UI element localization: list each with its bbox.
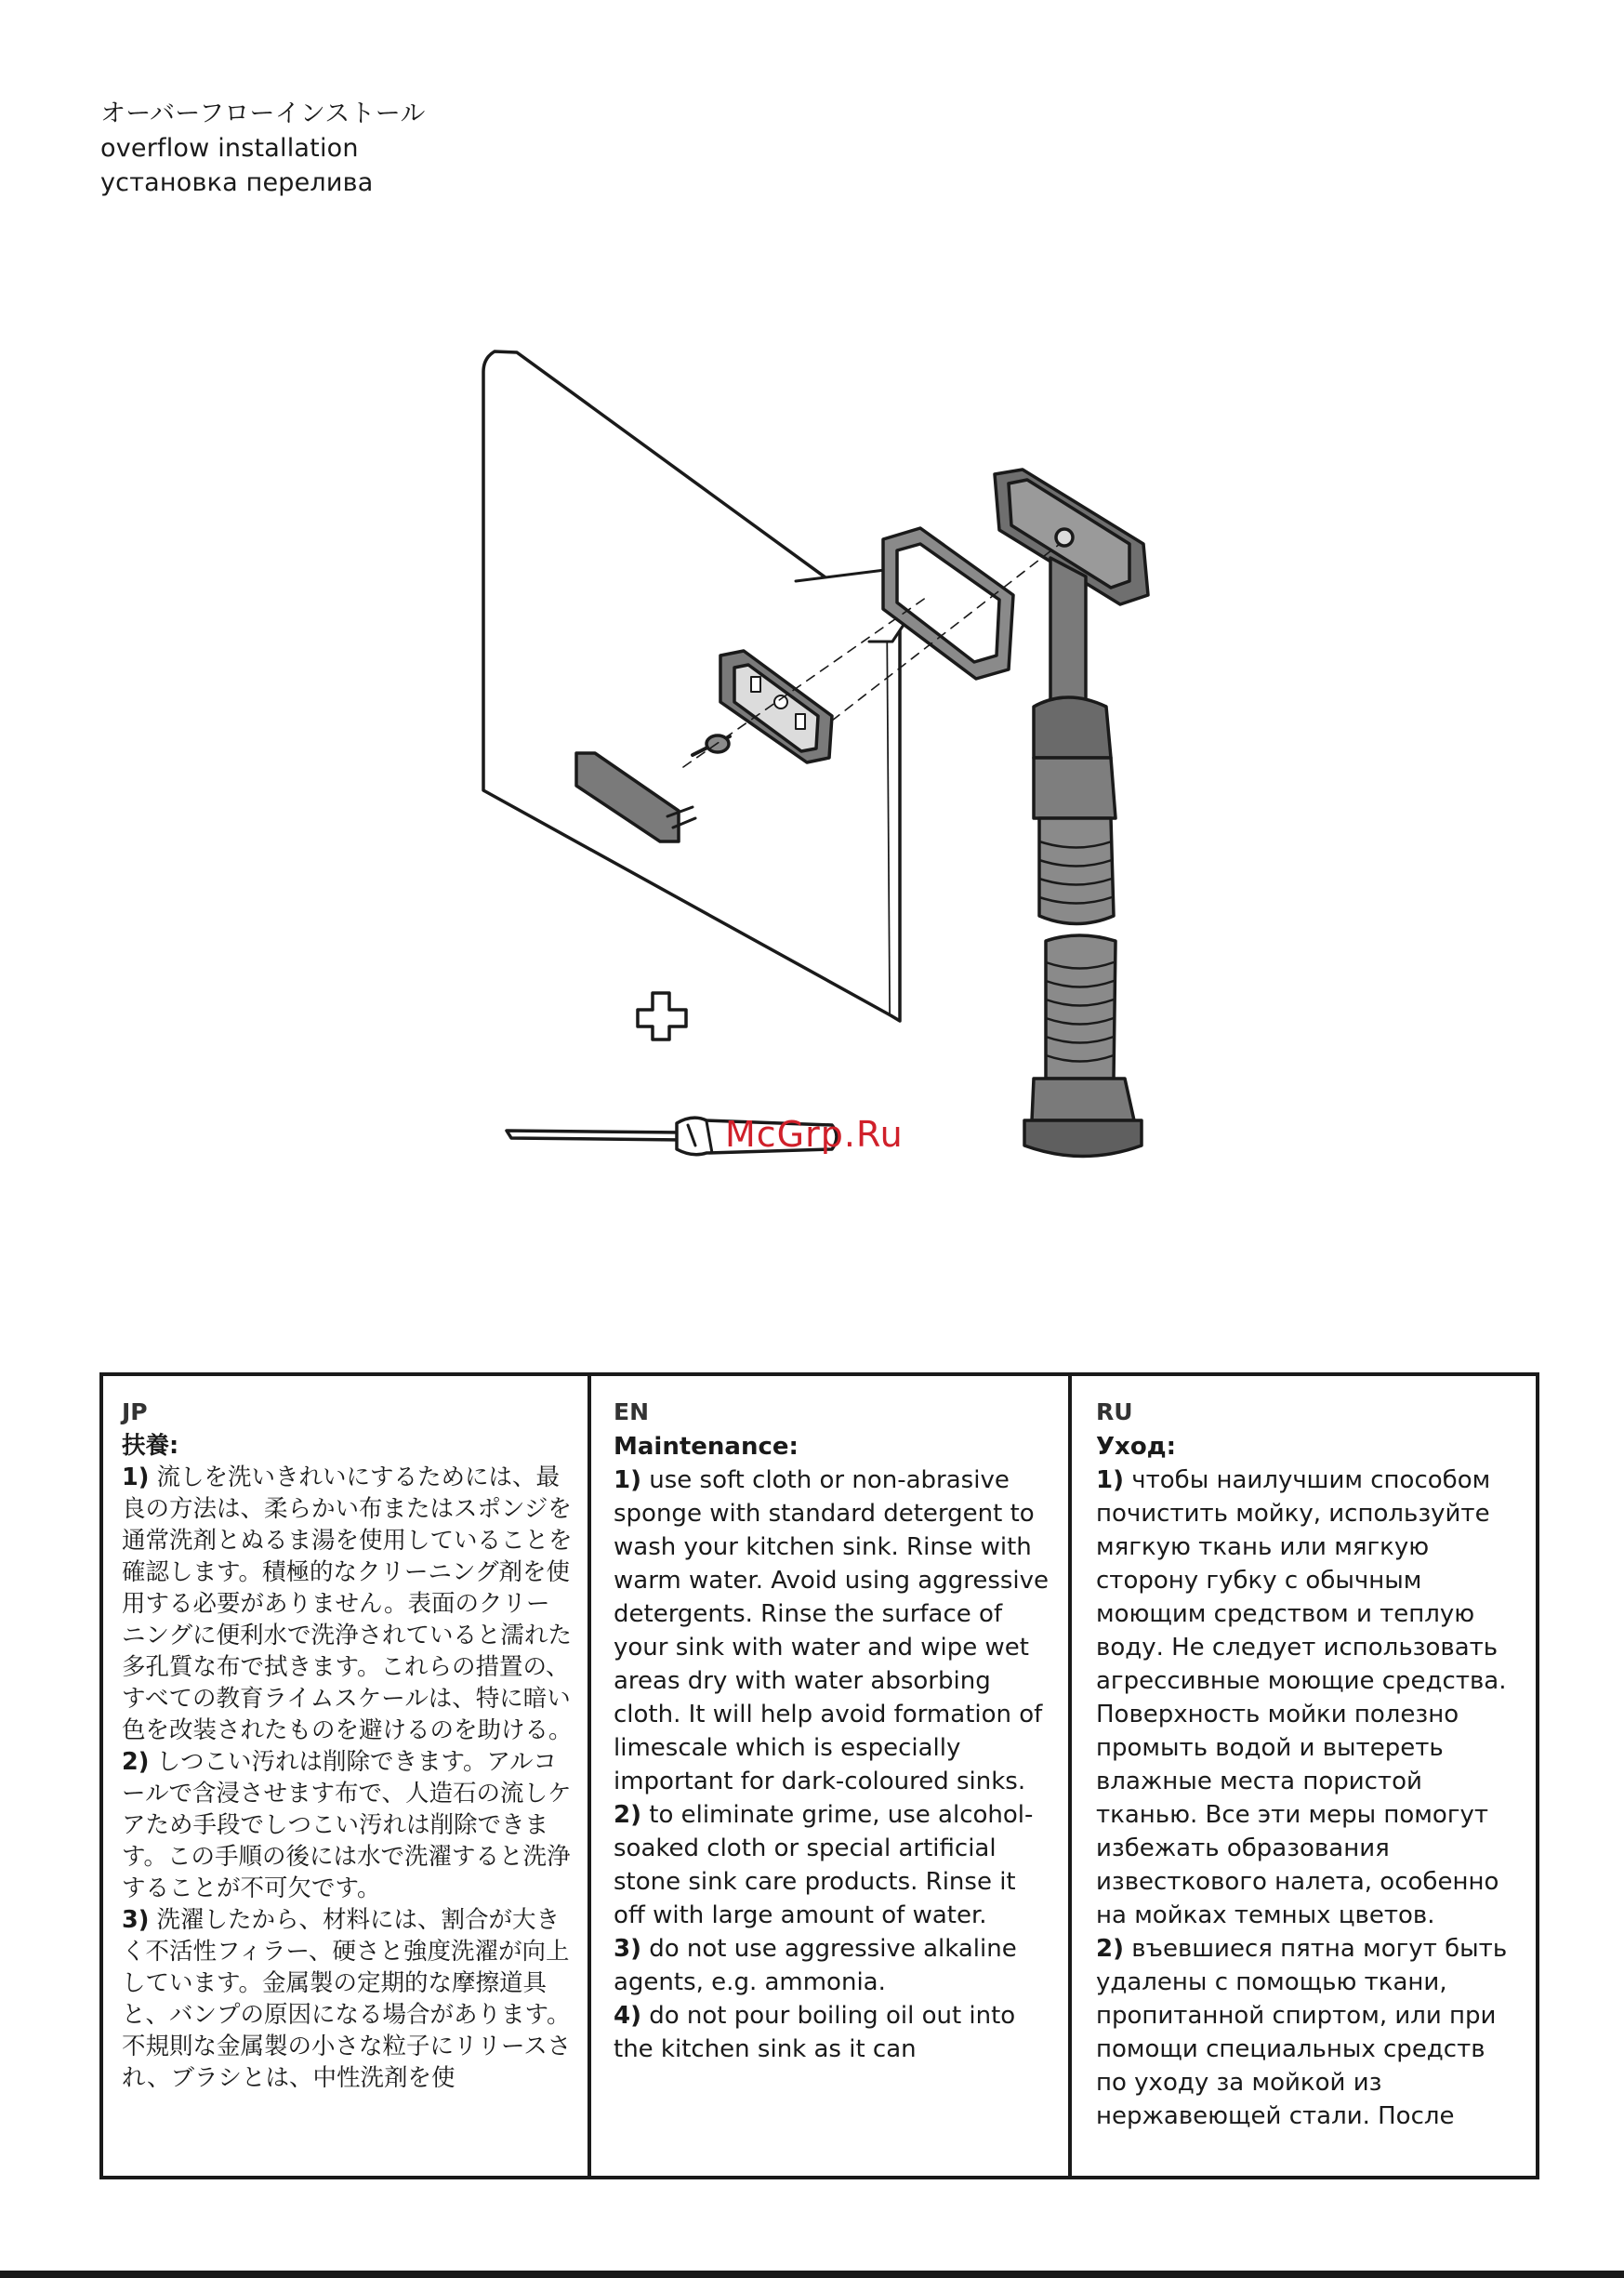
column-japanese xyxy=(103,1376,588,2176)
list-item xyxy=(1096,1463,1521,1932)
item-text: do not pour boiling oil out into the kitchen sink as it can xyxy=(614,2002,1016,2063)
column-heading: Maintenance: xyxy=(614,1433,799,1461)
item-text: to eliminate grime, use alcohol-soaked cloth or special artificial stone sink care products. Rinse it off with large amount of water. xyxy=(614,1801,1034,1929)
column-heading: Уход: xyxy=(1096,1433,1177,1461)
list-item xyxy=(614,1999,1053,2066)
list-item xyxy=(122,1462,573,1746)
item-number: 1) xyxy=(614,1466,641,1494)
overflow-gasket xyxy=(883,528,1013,679)
overflow-pipe xyxy=(1024,558,1142,1157)
title-russian: установка перелива xyxy=(100,168,374,197)
item-text: 流しを洗いきれいにするためには、最良の方法は、柔らかい布またはスポンジを通常洗剤とぬるま湯を使用していることを確認します。積極的なクリーニング剤を使用する必要がありません。表面のクリーニングに便利水で洗浄されていると濡れた多孔質な布で拭きます。これらの措置の、すべての教育ライムスケールは、特に暗い色を改装されたものを避けるのを助ける。 xyxy=(122,1463,573,1744)
item-text: 洗濯したから、材料には、割合が大きく不活性フィラー、硬さと強度洗濯が向上しています。金属製の定期的な摩擦道具と、バンプの原因になる場合があります。不規則な金属製の小さな粒子にリリースされ、ブラシとは、中性洗剤を使 xyxy=(122,1906,572,2092)
item-number: 1) xyxy=(1096,1466,1124,1494)
title-english: overflow installation xyxy=(100,134,359,163)
list-item xyxy=(614,1932,1053,1999)
column-english xyxy=(588,1376,1068,2176)
sink-wall-panel xyxy=(483,351,911,1021)
language-code: RU xyxy=(1096,1398,1133,1425)
item-text: do not use aggressive alkaline agents, e.g. ammonia. xyxy=(614,1935,1017,1996)
item-text: use soft cloth or non-abrasive sponge with standard detergent to wash your kitchen sink. Rinse with warm water. Avoid using aggressive detergents. Rinse the surface of your sink with water and wipe wet areas dry with water absorbing cloth. It will help avoid formation of limescale which is especially important for dark-coloured sinks. xyxy=(614,1466,1050,1795)
item-number: 1) xyxy=(122,1463,150,1491)
title-japanese: オーバーフローインストール xyxy=(100,99,426,128)
column-heading: 扶養: xyxy=(122,1432,179,1460)
bottom-rule xyxy=(0,2271,1624,2278)
watermark: McGrp.Ru xyxy=(725,1114,904,1155)
list-item xyxy=(614,1798,1053,1932)
list-item xyxy=(122,1746,573,1904)
item-number: 2) xyxy=(614,1801,641,1829)
item-text: въевшиеся пятна могут быть удалены с помощью ткани, пропитанной спиртом, или при помощи специальных средств по уходу за мойкой из нержавеющей стали. После xyxy=(1096,1935,1508,2130)
column-russian xyxy=(1068,1376,1536,2176)
item-number: 4) xyxy=(614,2002,641,2030)
list-item xyxy=(122,1904,573,2094)
list-item xyxy=(1096,1932,1521,2133)
item-number: 2) xyxy=(122,1748,150,1776)
list-item xyxy=(614,1463,1053,1798)
item-number: 2) xyxy=(1096,1935,1124,1963)
language-code: JP xyxy=(122,1398,148,1425)
phillips-cross-icon xyxy=(638,993,686,1040)
item-number: 3) xyxy=(614,1935,641,1963)
item-text: しつこい汚れは削除できます。アルコールで含浸させます布で、人造石の流しケアため手段でしつこい汚れは削除できます。この手順の後には水で洗濯すると洗浄することが不可欠です。 xyxy=(122,1748,572,1902)
language-code: EN xyxy=(614,1398,650,1425)
item-number: 3) xyxy=(122,1906,150,1934)
maintenance-table xyxy=(99,1372,1539,2179)
item-text: чтобы наилучшим способом почистить мойку, используйте мягкую ткань или мягкую сторону губку с обычным моющим средством и теплую воду. Не следует использовать агрессивные моющие средства. Поверхность мойки полезно промыть водой и вытереть влажные места пористой тканью. Все эти меры помогут избежать образования известкового налета, особенно на мойках темных цветов. xyxy=(1096,1466,1507,1929)
